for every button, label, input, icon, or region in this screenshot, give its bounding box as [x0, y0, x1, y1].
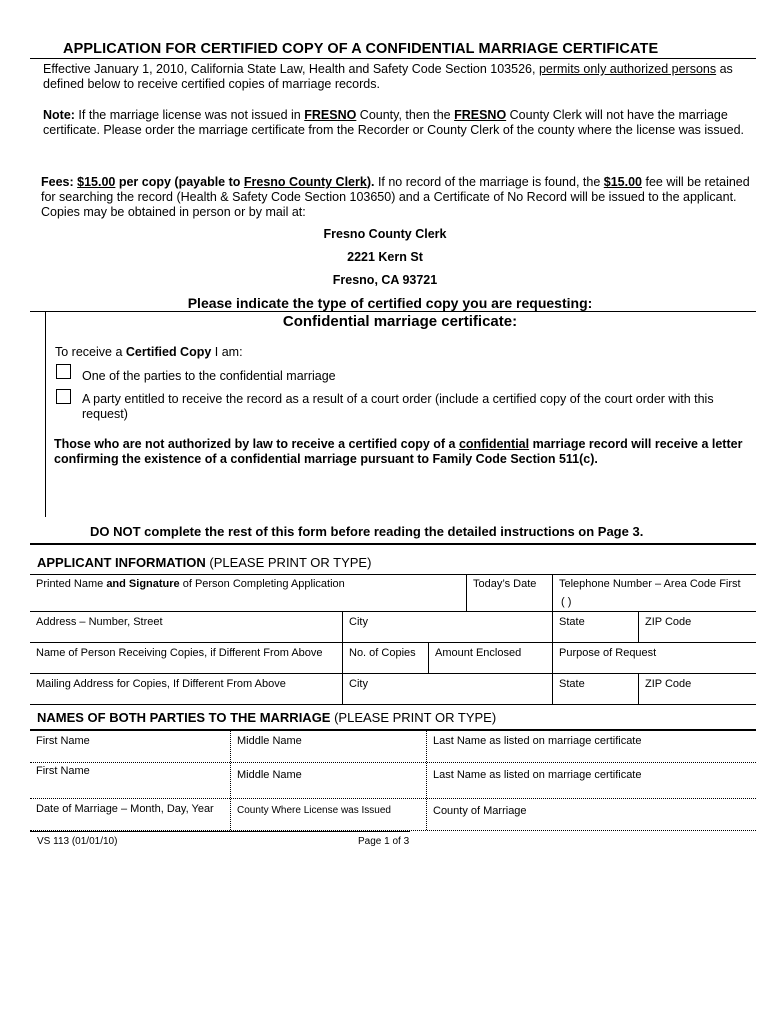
note-label: Note: [43, 108, 75, 122]
request-section-border [45, 311, 46, 517]
warning-confidential: confidential [458, 437, 530, 451]
title-rule [30, 58, 756, 59]
receiver-name-field[interactable] [30, 643, 342, 673]
note-county-1: FRESNO [304, 108, 357, 122]
authorized-persons-text: permits only authorized persons [538, 62, 717, 76]
note-text-c: County Clerk will not have the marriage certificate. Please order the marriage certificate from the Recorder or County Clerk of the county where the license was issued. [43, 108, 745, 137]
fees-close: ). [366, 175, 375, 189]
telephone-field[interactable] [552, 574, 756, 611]
applicant-heading-bold: APPLICANT INFORMATION [37, 555, 206, 570]
fee-amount-2: $15.00 [603, 175, 642, 189]
party-1-first-name-label: First Name [36, 735, 90, 747]
party-2-middle-name-label: Middle Name [237, 769, 302, 781]
applicant-heading-rest: (PLEASE PRINT OR TYPE) [205, 555, 372, 570]
zip-label: ZIP Code [645, 616, 692, 628]
mailing-state-label: State [559, 678, 585, 690]
todays-date-label: Today’s Date [473, 578, 537, 590]
address-label: Address – Number, Street [36, 616, 163, 628]
party-2-last-name-label: Last Name as listed on marriage certificate [433, 769, 642, 781]
state-field[interactable] [552, 612, 638, 642]
warning-text-b: marriage record will receive a letter confirming the existence of a confidential marriage pursuant to Family Code Section 511(c). [54, 437, 743, 466]
clerk-name: Fresno County Clerk [323, 227, 447, 241]
purpose-field[interactable] [552, 643, 756, 673]
name-sig-text-bold: and Signature [106, 578, 180, 590]
applicant-info-heading [37, 555, 371, 570]
note-county-2: FRESNO [454, 108, 507, 122]
fees-text-a: If no record of the marriage is found, the [374, 175, 604, 189]
fees-per-copy: per copy (payable to [115, 175, 244, 189]
zip-field[interactable] [638, 612, 756, 642]
note-text-a: If the marriage license was not issued in [74, 108, 305, 122]
amount-enclosed-label: Amount Enclosed [435, 647, 522, 659]
party-1-middle-name-field[interactable] [230, 731, 426, 762]
state-label: State [559, 616, 585, 628]
parties-heading-bold: NAMES OF BOTH PARTIES TO THE MARRIAGE [37, 710, 331, 725]
footer-rule [30, 831, 410, 832]
party-1-row [30, 731, 756, 763]
applicant-row-1 [30, 574, 756, 612]
date-of-marriage-label: Date of Marriage – Month, Day, Year [36, 803, 214, 815]
county-issued-label: County Where License was Issued [237, 805, 391, 816]
form-title: APPLICATION FOR CERTIFIED COPY OF A CONFIDENTIAL MARRIAGE CERTIFICATE [63, 41, 659, 57]
todays-date-field[interactable] [466, 574, 552, 611]
name-sig-text-a: Printed Name [36, 578, 107, 590]
name-signature-field[interactable] [30, 574, 466, 611]
parties-heading-rest: (PLEASE PRINT OR TYPE) [330, 710, 497, 725]
mailing-address-label: Mailing Address for Copies, If Different From Above [36, 678, 286, 690]
instructions-notice: DO NOT complete the rest of this form before reading the detailed instructions on Page 3. [90, 524, 644, 539]
fees-payee: Fresno County Clerk [243, 175, 367, 189]
party-1-middle-name-label: Middle Name [237, 735, 302, 747]
parties-heading [37, 710, 496, 725]
date-of-marriage-field[interactable] [30, 799, 230, 830]
applicant-row-2 [30, 612, 756, 643]
page-number: Page 1 of 3 [358, 836, 410, 847]
court-order-checkbox[interactable] [56, 389, 71, 404]
request-type-heading: Please indicate the type of certified copy you are requesting: [187, 295, 593, 311]
party-to-marriage-label: One of the parties to the confidential marriage [82, 369, 336, 383]
mailing-address-field[interactable] [30, 674, 342, 704]
mailing-zip-field[interactable] [638, 674, 756, 704]
marriage-details-row [30, 799, 756, 831]
county-of-marriage-field[interactable] [426, 799, 756, 830]
mailing-city-field[interactable] [342, 674, 552, 704]
applicant-row-3 [30, 643, 756, 674]
party-2-middle-name-field[interactable] [230, 763, 426, 798]
city-field[interactable] [342, 612, 552, 642]
city-label: City [349, 616, 368, 628]
request-type-rule [30, 311, 756, 312]
party-to-marriage-checkbox[interactable] [56, 364, 71, 379]
purpose-label: Purpose of Request [559, 647, 657, 659]
effective-text-b: as defined below to receive certified copies of marriage records. [43, 62, 733, 91]
mailing-zip-label: ZIP Code [645, 678, 692, 690]
party-1-last-name-field[interactable] [426, 731, 756, 762]
mailing-city-label: City [349, 678, 368, 690]
form-id: VS 113 (01/01/10) [37, 836, 118, 847]
county-of-marriage-label: County of Marriage [433, 805, 527, 817]
amount-enclosed-field[interactable] [428, 643, 552, 673]
county-issued-field[interactable] [230, 799, 426, 830]
party-2-row [30, 763, 756, 799]
applicant-section-rule [30, 543, 756, 545]
clerk-street: 2221 Kern St [347, 250, 423, 264]
telephone-label: Telephone Number – Area Code First [559, 578, 741, 590]
fee-amount-1: $15.00 [77, 175, 116, 189]
num-copies-field[interactable] [342, 643, 428, 673]
party-1-last-name-label: Last Name as listed on marriage certificate [433, 735, 642, 747]
receive-text-a: To receive a [55, 345, 126, 359]
num-copies-label: No. of Copies [349, 647, 416, 659]
effective-paragraph [43, 62, 753, 92]
fees-paragraph [41, 175, 753, 220]
authorization-warning [54, 437, 759, 467]
note-paragraph [43, 108, 753, 138]
effective-text-a: Effective January 1, 2010, California State Law, Health and Safety Code Section 103526, [43, 62, 539, 76]
court-order-label: A party entitled to receive the record as a result of a court order (include a certified copy of the court order with this request) [82, 392, 714, 421]
address-field[interactable] [30, 612, 342, 642]
clerk-city: Fresno, CA 93721 [332, 273, 438, 287]
area-code-parens: ( ) [561, 596, 572, 608]
party-2-last-name-field[interactable] [426, 763, 756, 798]
confidential-certificate-heading: Confidential marriage certificate: [282, 313, 518, 330]
fees-label: Fees: [41, 175, 78, 189]
applicant-row-4 [30, 674, 756, 705]
receiver-name-label: Name of Person Receiving Copies, if Different From Above [36, 647, 323, 659]
warning-text-a: Those who are not authorized by law to receive a certified copy of a [54, 437, 459, 451]
fees-text-b: fee will be retained for searching the record (Health & Safety Code Section 103650) and a Certificate of No Record will be issued to the applicant. Copies may be obtained in person or by mail at: [41, 175, 750, 219]
name-sig-text-b: of Person Completing Application [179, 578, 345, 590]
mailing-state-field[interactable] [552, 674, 638, 704]
receive-text-bold: Certified Copy [125, 345, 212, 359]
party-1-first-name-field[interactable] [30, 731, 230, 762]
receive-prompt [55, 345, 243, 359]
receive-text-b: I am: [211, 345, 243, 359]
party-2-first-name-label: First Name [36, 765, 90, 777]
note-text-b: County, then the [356, 108, 455, 122]
party-2-first-name-field[interactable] [30, 763, 230, 798]
